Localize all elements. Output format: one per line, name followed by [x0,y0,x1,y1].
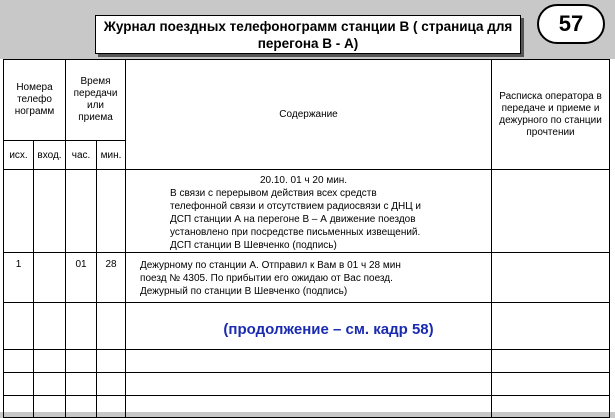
row-incoming [34,253,66,303]
empty-cell [97,350,126,373]
header-hours: час. [66,141,97,170]
empty-cell [4,396,34,418]
journal-sheet [0,59,615,412]
empty-cell [4,350,34,373]
row-hour: 01 [66,253,97,303]
row-hour [66,170,97,253]
telephonogram-date: 20.10. 01 ч 20 мин. [259,175,348,186]
empty-cell [97,396,126,418]
telephonogram-table [3,59,610,418]
table-row [4,303,610,350]
continuation-note: (продолжение – см. кадр 58) [223,321,434,338]
journal-title: Журнал поездных телефонограмм станции В ( страница для перегона В - А) [95,15,521,54]
header-row [4,60,610,141]
row-minute [97,170,126,253]
empty-cell [4,373,34,396]
header-content: Содержание [126,60,492,170]
row-incoming [34,170,66,253]
table-row [4,373,610,396]
telephonogram-text: В связи с перерывом действия всех средств телефонной связи и отсутствием радиосвязи с ДНЦ и ДСП станции А на перегоне В – А движение поездов установлено при посредстве письменных извещений. ДСП станции В Шевченко (подпись) [170,188,421,251]
empty-cell [34,373,66,396]
empty-cell [97,373,126,396]
empty-cell [492,303,610,350]
empty-cell [97,303,126,350]
header-time: Время передачи или приема [66,60,126,141]
row-minute: 28 [97,253,126,303]
table-row [4,170,610,253]
empty-cell [66,303,97,350]
empty-cell [492,396,610,418]
row-receipt [492,170,610,253]
header-incoming: вход. [34,141,66,170]
table-row [4,350,610,373]
row-outgoing [4,170,34,253]
header-minutes: мин. [97,141,126,170]
page-number-badge: 57 [537,4,605,44]
header-outgoing: исх. [4,141,34,170]
empty-cell [66,396,97,418]
row-content [126,170,492,253]
header-numbers: Номера телефо нограмм [4,60,66,141]
header-receipt: Расписка оператора в передаче и приеме и дежурного по станции прочтении [492,60,610,170]
table-row [4,253,610,303]
empty-cell [126,350,492,373]
empty-cell [492,350,610,373]
empty-cell [34,350,66,373]
row-outgoing: 1 [4,253,34,303]
empty-cell [34,303,66,350]
telephonogram-text: Дежурному по станции А. Отправил к Вам в 01 ч 28 мин поезд № 4305. По прибытии его ожидаю от Вас поезд. Дежурный по станции В Шевченко (подпись) [126,253,492,303]
empty-cell [34,396,66,418]
empty-cell [66,373,97,396]
empty-cell [4,303,34,350]
empty-cell [126,396,492,418]
row-receipt [492,253,610,303]
table-row [4,396,610,418]
row-content [126,303,492,350]
empty-cell [492,373,610,396]
empty-cell [126,373,492,396]
empty-cell [66,350,97,373]
